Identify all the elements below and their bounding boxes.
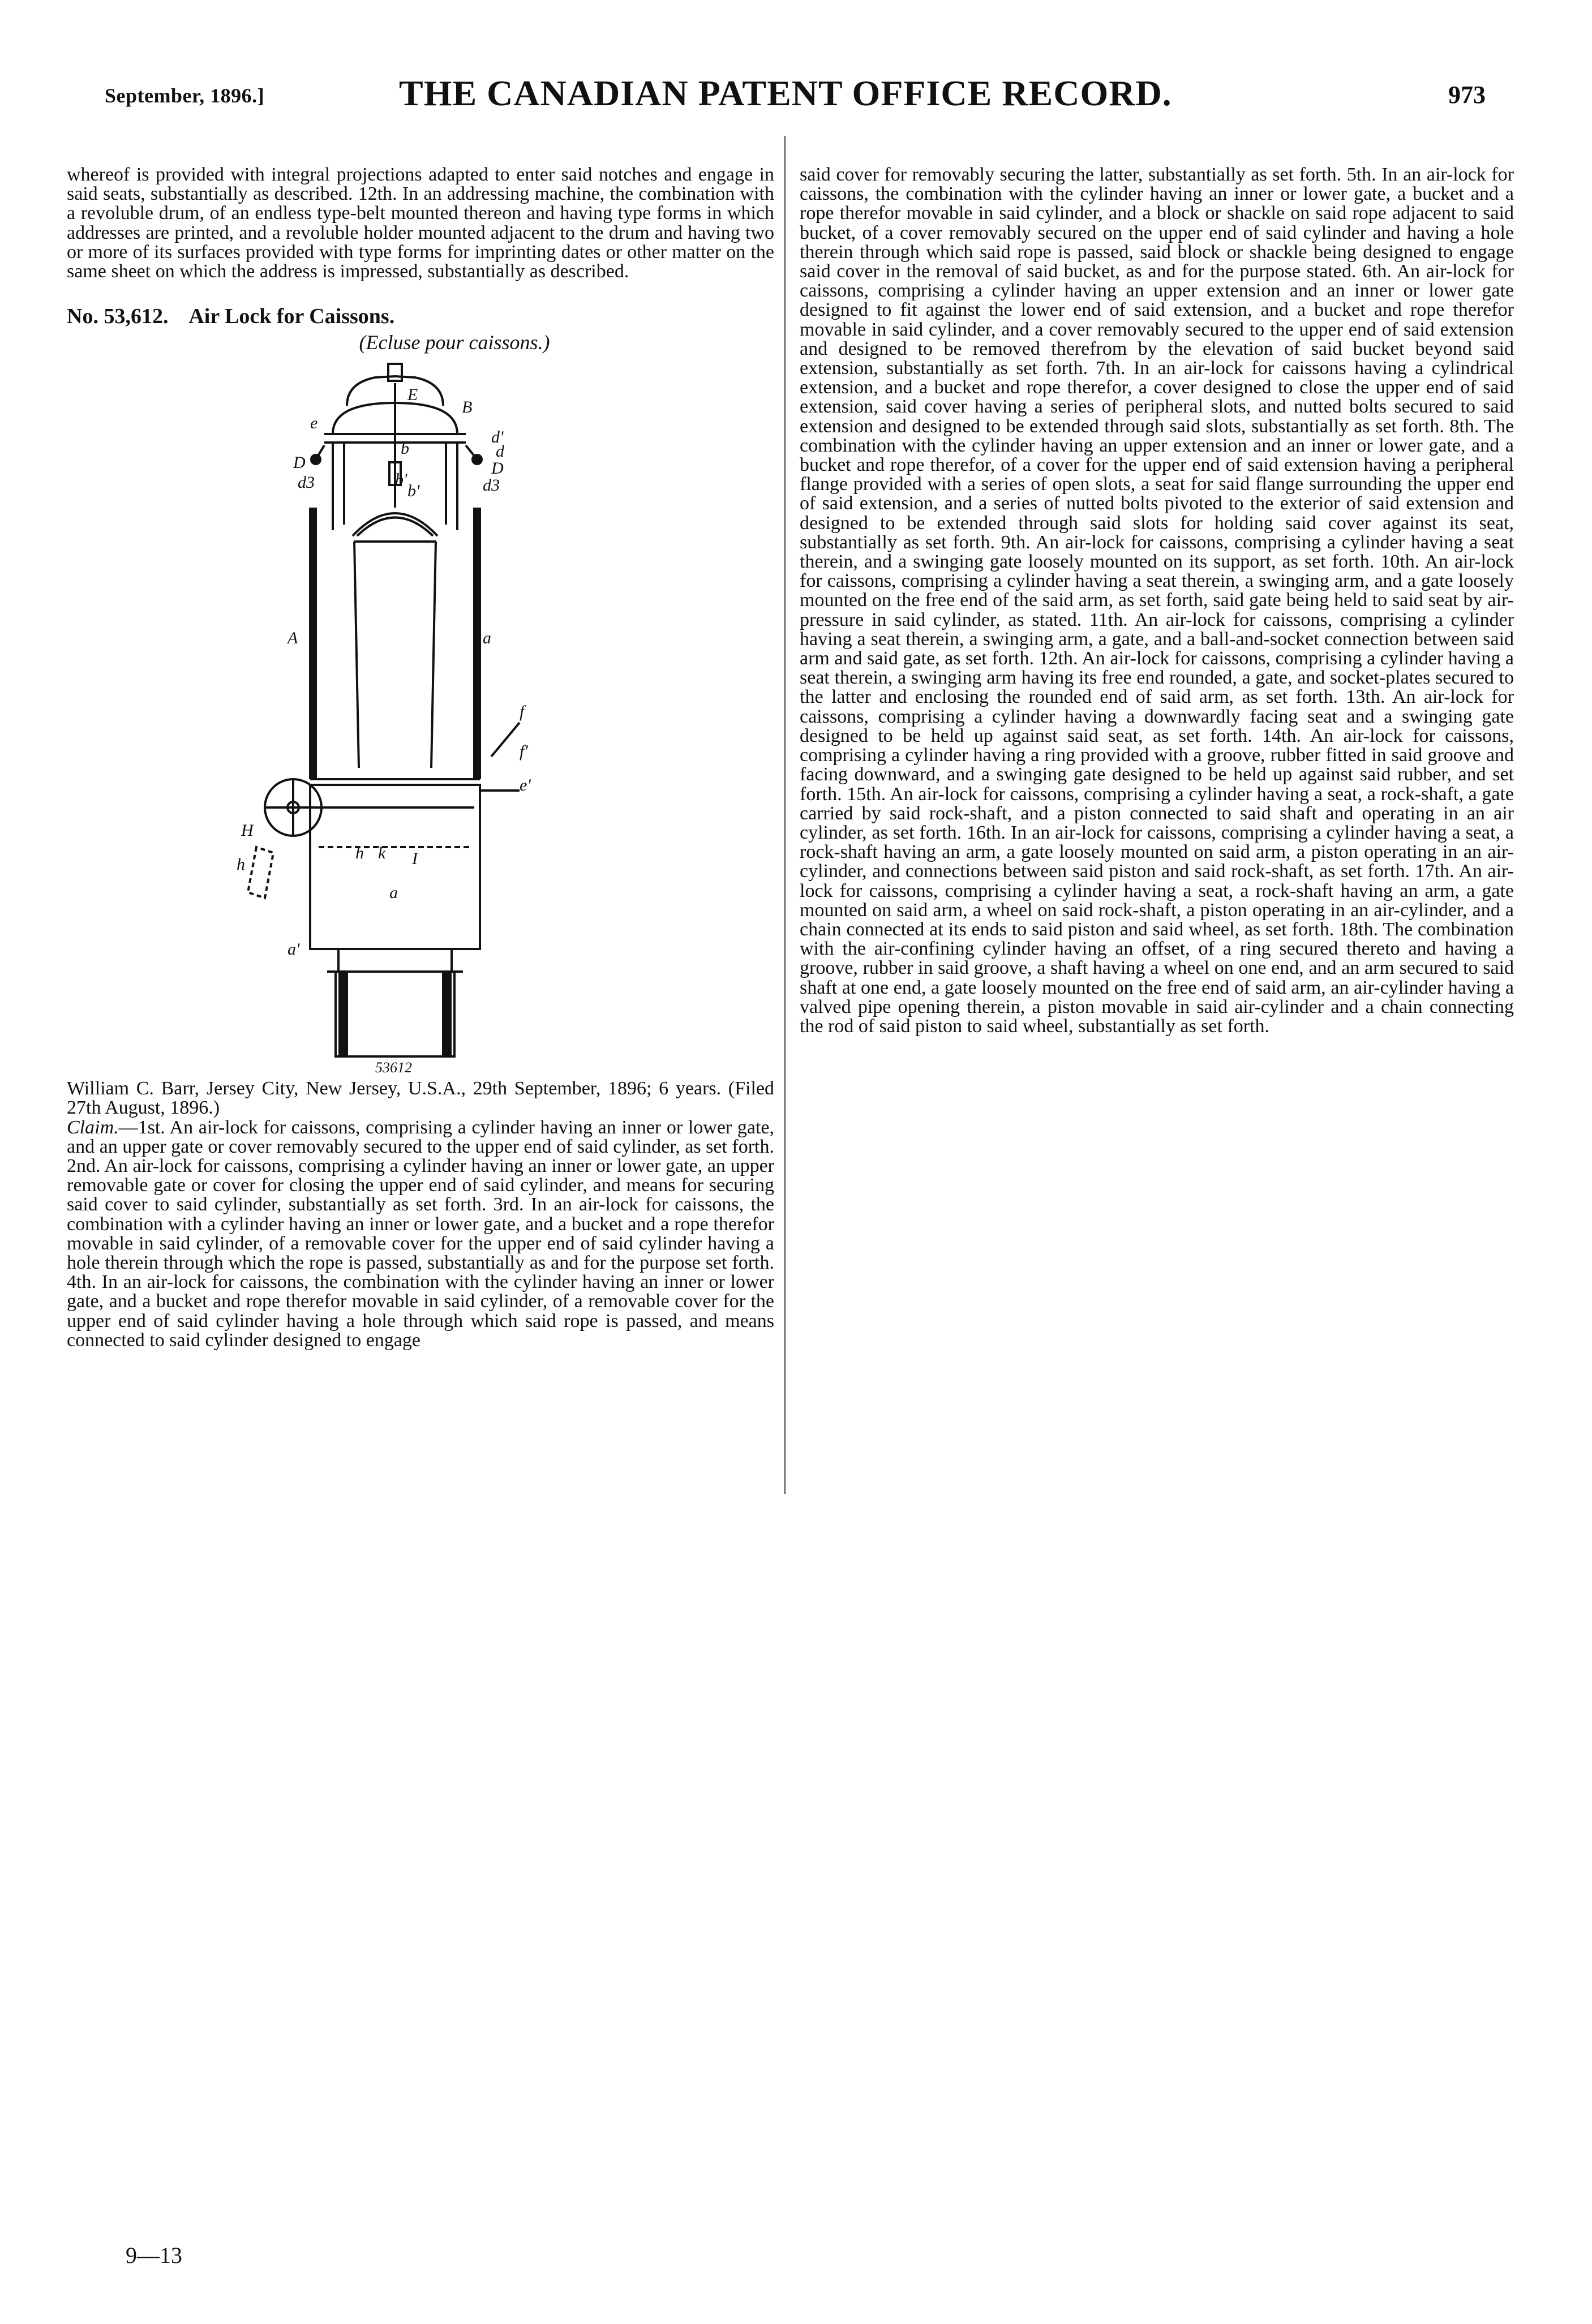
- claims-continued-text: said cover for removably securing the latter, substantially as set forth. 5th. In an air-lock for caissons, the combination with the cylinder having an inner or lower gate, a bucket and a rope therefor movable in said cylinder, and a block or shackle on said rope adjacent to said bucket, of a cover removably secured on the upper end of said cylinder and having a hole therein through which said rope is passed, said block or shackle being designed to engage said cover in the removal of said bucket, as and for the purpose stated. 6th. An air-lock for caissons, comprising a cylinder having an upper extension and an inner or lower gate designed to fit against the lower end of said extension, and a bucket and rope therefor movable in said cylinder, and a cover removably secured to the upper end of said extension and designed to be removed therefrom by the elevation of said bucket beyond said extension, substantially as set forth. 7th. In an air-lock for caissons having a cylindrical extension, and a bucket and rope therefor, a cover designed to close the upper end of said extension, said cover having a series of peripheral slots, and nutted bolts secured to said extension and designed to be extended through said slots, substantially as set forth. 8th. The combination with the cylinder having an upper extension and an inner or lower gate, and a bucket and rope therefor, of a cover for the upper end of said extension having a peripheral flange provided with a series of open slots, a seat for said flange surrounding the upper end of said extension, and a series of nutted bolts pivoted to the exterior of said extension and designed to be extended through said slots for holding said cover against its seat, substantially as set forth. 9th. An air-lock for caissons, comprising a cylinder having a seat therein, and a swinging gate loosely mounted on its support, as set forth. 10th. An air-lock for caissons, comprising a cylinder having a seat therein, a swinging arm, and a gate loosely mounted on the free end of the said arm, as set forth, said gate being held to said seat by air-pressure in said cylinder, as stated. 11th. An air-lock for caissons, comprising a cylinder having a seat therein, a swinging arm, a gate, and a ball-and-socket connection between said arm and said gate, as set forth. 12th. An air-lock for caissons, comprising a cylinder having a seat therein, a swinging arm having its free end rounded, a gate, and socket-plates secured to the latter and enclosing the rounded end of said arm, as set forth. 13th. An air-lock for caissons, comprising a cylinder having a downwardly facing seat and a swinging gate designed to be held up against said seat, as set forth. 14th. An air-lock for caissons, comprising a cylinder having a ring provided with a groove, rubber fitted in said groove and facing downward, and a swinging gate designed to be held up against said rubber, and set forth. 15th. An air-lock for caissons, comprising a cylinder having a seat, a rock-shaft, a gate carried by said rock-shaft, and a piston connected to said shaft and operating in an air cylinder, as set forth. 16th. In an air-lock for caissons, comprising a cylinder having a seat, a rock-shaft having an arm, a gate loosely mounted on said arm, a piston operating in an air-cylinder, and connections between said piston and said rock-shaft, as set forth. 17th. An air-lock for caissons, comprising a cylinder having a seat, a rock-shaft having an arm, a gate mounted on said arm, a wheel on said rock-shaft, a piston operating in an air-cylinder, and a chain connected at its ends to said piston and said wheel, as set forth. 18th. The combination with the air-confining cylinder having an offset, of a ring secured thereto and having a groove, rubber in said groove, a shaft having a wheel on one end, and an arm secured to said shaft at one end, a gate loosely mounted on the free end of said arm, an air-cylinder having a valved pipe opening therein, a piston movable in said air-cylinder and a chain connecting the rod of said piston to said wheel, substantially as set forth.: [800, 164, 1514, 1037]
- figure-label-A: A: [287, 629, 298, 648]
- patent-title: Air Lock for Caissons.: [188, 304, 395, 329]
- patent-figure: [67, 360, 774, 1079]
- figure-label-e: e: [310, 414, 318, 433]
- patent-subtitle: (Ecluse pour caissons.): [359, 331, 550, 354]
- claims-text: —1st. An air-lock for caissons, comprising a cylinder having an inner or lower gate, and an upper gate or cover removably secured to the upper end of said cylinder, as set forth. 2nd. An air-lock for caissons, comprising a cylinder having an inner or lower gate, an upper removable gate or cover for closing the upper end of said cylinder, and means for securing said cover to said cylinder, substantially as set forth. 3rd. In an air-lock for caissons, the combination with a cylinder having an inner or lower gate, and a bucket and a rope therefor movable in said cylinder, of a removable cover for the upper end of said cylinder having a hole therein through which the rope is passed, substantially as and for the purpose set forth. 4th. In an air-lock for caissons, the combination with the cylinder having an inner or lower gate, and a bucket and rope therefor movable in said cylinder, of a removable cover for the upper end of said cylinder having a hole through which said rope is passed, and means connected to said cylinder designed to engage: [67, 1116, 774, 1351]
- patent-number: No. 53,612.: [67, 304, 169, 329]
- figure-label-B: B: [462, 398, 473, 417]
- inventor-details: William C. Barr, Jersey City, New Jersey, U.S.A., 29th September, 1896; 6 years. (Filed 27th August, 1896.): [67, 1078, 774, 1119]
- figure-label-k: k: [378, 844, 386, 863]
- page-number: 973: [1448, 81, 1486, 109]
- right-column: [800, 165, 1514, 1036]
- figure-label-d3-left: d3: [298, 473, 315, 492]
- figure-label-d-prime: d': [491, 428, 504, 447]
- publication-title: THE CANADIAN PATENT OFFICE RECORD.: [399, 73, 1172, 113]
- figure-label-a-lower: a: [389, 883, 398, 903]
- figure-label-b-prime-2: b': [407, 482, 420, 501]
- claim-label: Claim.: [67, 1116, 119, 1138]
- figure-label-H: H: [241, 821, 254, 840]
- left-column: [67, 165, 774, 1350]
- patent-heading: [67, 304, 774, 329]
- figure-label-D-left: D: [293, 453, 306, 472]
- figure-label-h-left: h: [237, 855, 245, 874]
- figure-label-b-prime-1: b': [395, 470, 407, 489]
- figure-label-f-prime: f': [520, 742, 528, 761]
- continued-claims-text: whereof is provided with integral projections adapted to enter said notches and engage in said seats, substantially as described. 12th. In an addressing machine, the combination with a revoluble drum, of an endless type-belt mounted thereon and having type forms in which addresses are printed, and a revoluble holder mounted adjacent to the drum and having two or more of its surfaces provided with type forms for imprinting dates or other matter on the same sheet on which the address is impressed, substantially as described.: [67, 164, 774, 282]
- column-divider: [784, 136, 786, 1494]
- figure-label-a-prime: a': [287, 940, 300, 959]
- page-header: [105, 72, 1486, 123]
- figure-label-a: a: [483, 629, 491, 648]
- air-lock-drawing: [225, 360, 576, 1073]
- signature-mark: 9—13: [126, 2243, 182, 2268]
- figure-label-d3-right: d3: [483, 476, 500, 495]
- figure-caption: 53612: [375, 1059, 412, 1074]
- figure-label-I: I: [412, 849, 418, 869]
- figure-label-E: E: [407, 385, 418, 405]
- figure-label-f: f: [520, 702, 525, 721]
- figure-label-h: h: [355, 844, 364, 863]
- figure-label-e-prime: e': [520, 776, 531, 795]
- figure-label-D-right: D: [491, 459, 504, 478]
- claims-paragraph: [67, 1118, 774, 1350]
- figure-label-d: d: [496, 442, 504, 461]
- issue-date: September, 1896.]: [105, 84, 265, 107]
- figure-label-b: b: [401, 439, 409, 458]
